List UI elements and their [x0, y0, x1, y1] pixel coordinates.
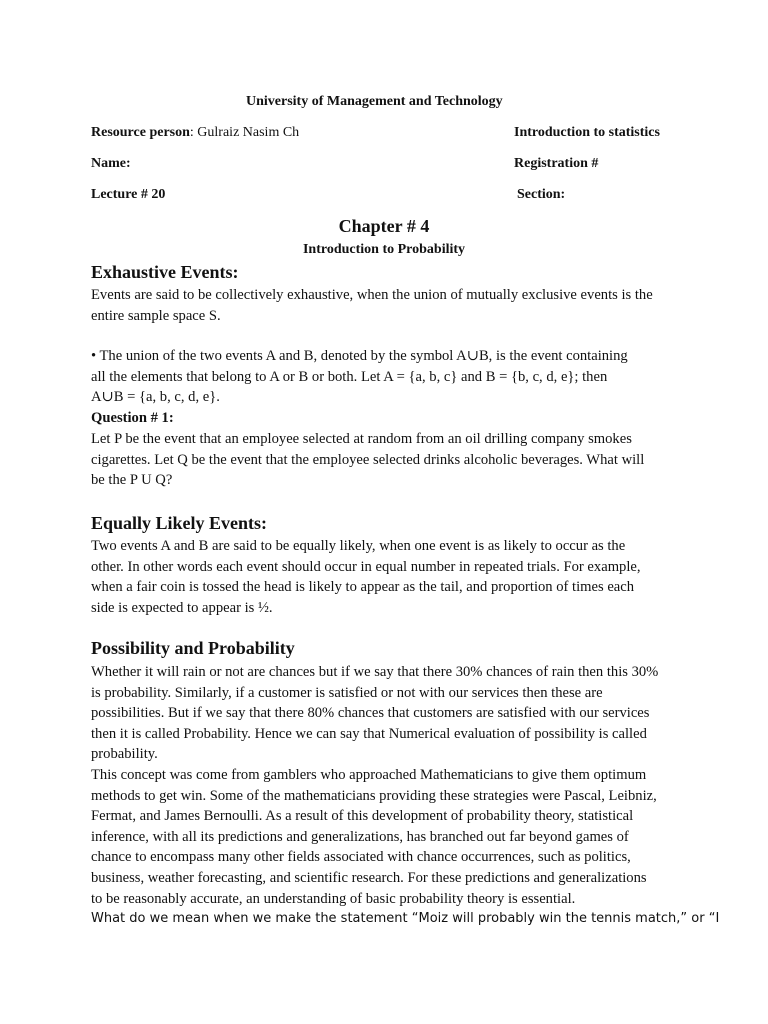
possibility-line: inference, with all its predictions and generalizations, has branched out far beyond games of [91, 828, 629, 845]
possibility-heading: Possibility and Probability [91, 638, 295, 658]
exhaustive-paragraph [91, 285, 681, 326]
possibility-line: to be reasonably accurate, an understanding of basic probability theory is essential. [91, 890, 576, 907]
registration-label: Registration # [514, 156, 599, 171]
course-title: Introduction to statistics [514, 125, 660, 140]
section-label: Section: [517, 187, 566, 202]
equally-likely-paragraph [91, 536, 681, 618]
question-1-line: Let P be the event that an employee selected at random from an oil drilling company smokes [91, 431, 632, 447]
possibility-line: This concept was come from gamblers who approached Mathematicians to give them optimum [91, 766, 647, 783]
union-bullet-line: A∪B = {a, b, c, d, e}. [91, 389, 220, 406]
possibility-line: Whether it will rain or not are chances but if we say that there 30% chances of rain then this 30% [91, 664, 659, 680]
possibility-line: chance to encompass many other fields associated with chance occurrences, such as politics, [91, 849, 631, 866]
resource-person-name: Gulraiz Nasim Ch [193, 125, 300, 140]
possibility-line: is probability. Similarly, if a customer is satisfied or not with our services then these are [91, 684, 603, 701]
resource-person-label: Resource person [91, 125, 190, 140]
exhaustive-heading: Exhaustive Events: [91, 262, 239, 282]
possibility-line: methods to get win. Some of the mathematicians providing these strategies were Pascal, Leibniz, [91, 787, 657, 804]
equally-likely-heading: Equally Likely Events: [91, 513, 268, 533]
union-bullet-text: The union of the two events A and B, denoted by the symbol A∪B, is the event containing [96, 348, 628, 364]
possibility-line: then it is called Probability. Hence we can say that Numerical evaluation of possibility is called [91, 725, 647, 742]
equally-likely-line: side is expected to appear is ½. [91, 599, 273, 616]
question-1-label: Question # 1: [91, 410, 174, 426]
equally-likely-line: other. In other words each event should occur in equal number in repeated trials. For example, [91, 558, 641, 575]
question-1-line: be the P U Q? [91, 472, 173, 489]
possibility-line: probability. [91, 746, 158, 763]
union-bullet-line: all the elements that belong to A or B or both. Let A = {a, b, c} and B = {b, c, d, e}; then [91, 368, 608, 385]
resource-person-sep: : [189, 125, 194, 140]
university-title: University of Management and Technology [246, 94, 503, 109]
resource-person [91, 125, 299, 141]
exhaustive-line: entire sample space S. [91, 307, 221, 324]
lecture-label: Lecture # 20 [91, 187, 166, 202]
bullet-icon: • [91, 348, 97, 364]
name-label: Name: [91, 156, 131, 171]
possibility-paragraph [91, 662, 720, 930]
possibility-line: business, weather forecasting, and scientific research. For these predictions and generalizations [91, 869, 647, 886]
exhaustive-line: Events are said to be collectively exhaustive, when the union of mutually exclusive events is the [91, 287, 653, 303]
possibility-line: Fermat, and James Bernoulli. As a result of this development of probability theory, statistical [91, 808, 634, 825]
union-bullet-line [91, 346, 681, 367]
question-1-text [91, 429, 681, 491]
chapter-subtitle: Introduction to Probability [302, 242, 466, 257]
possibility-line: possibilities. But if we say that there 80% chances that customers are satisfied with our services [91, 705, 650, 722]
union-bullet [91, 346, 681, 408]
chapter-title: Chapter # 4 [338, 216, 430, 236]
question-1-line: cigarettes. Let Q be the event that the employee selected drinks alcoholic beverages. What will [91, 451, 645, 468]
equally-likely-line: Two events A and B are said to be equally likely, when one event is as likely to occur as the [91, 538, 626, 554]
possibility-last-line: What do we mean when we make the statement “Moiz will probably win the tennis match,” or “I [91, 911, 720, 927]
equally-likely-line: when a fair coin is tossed the head is likely to appear as the tail, and proportion of times each [91, 579, 635, 596]
